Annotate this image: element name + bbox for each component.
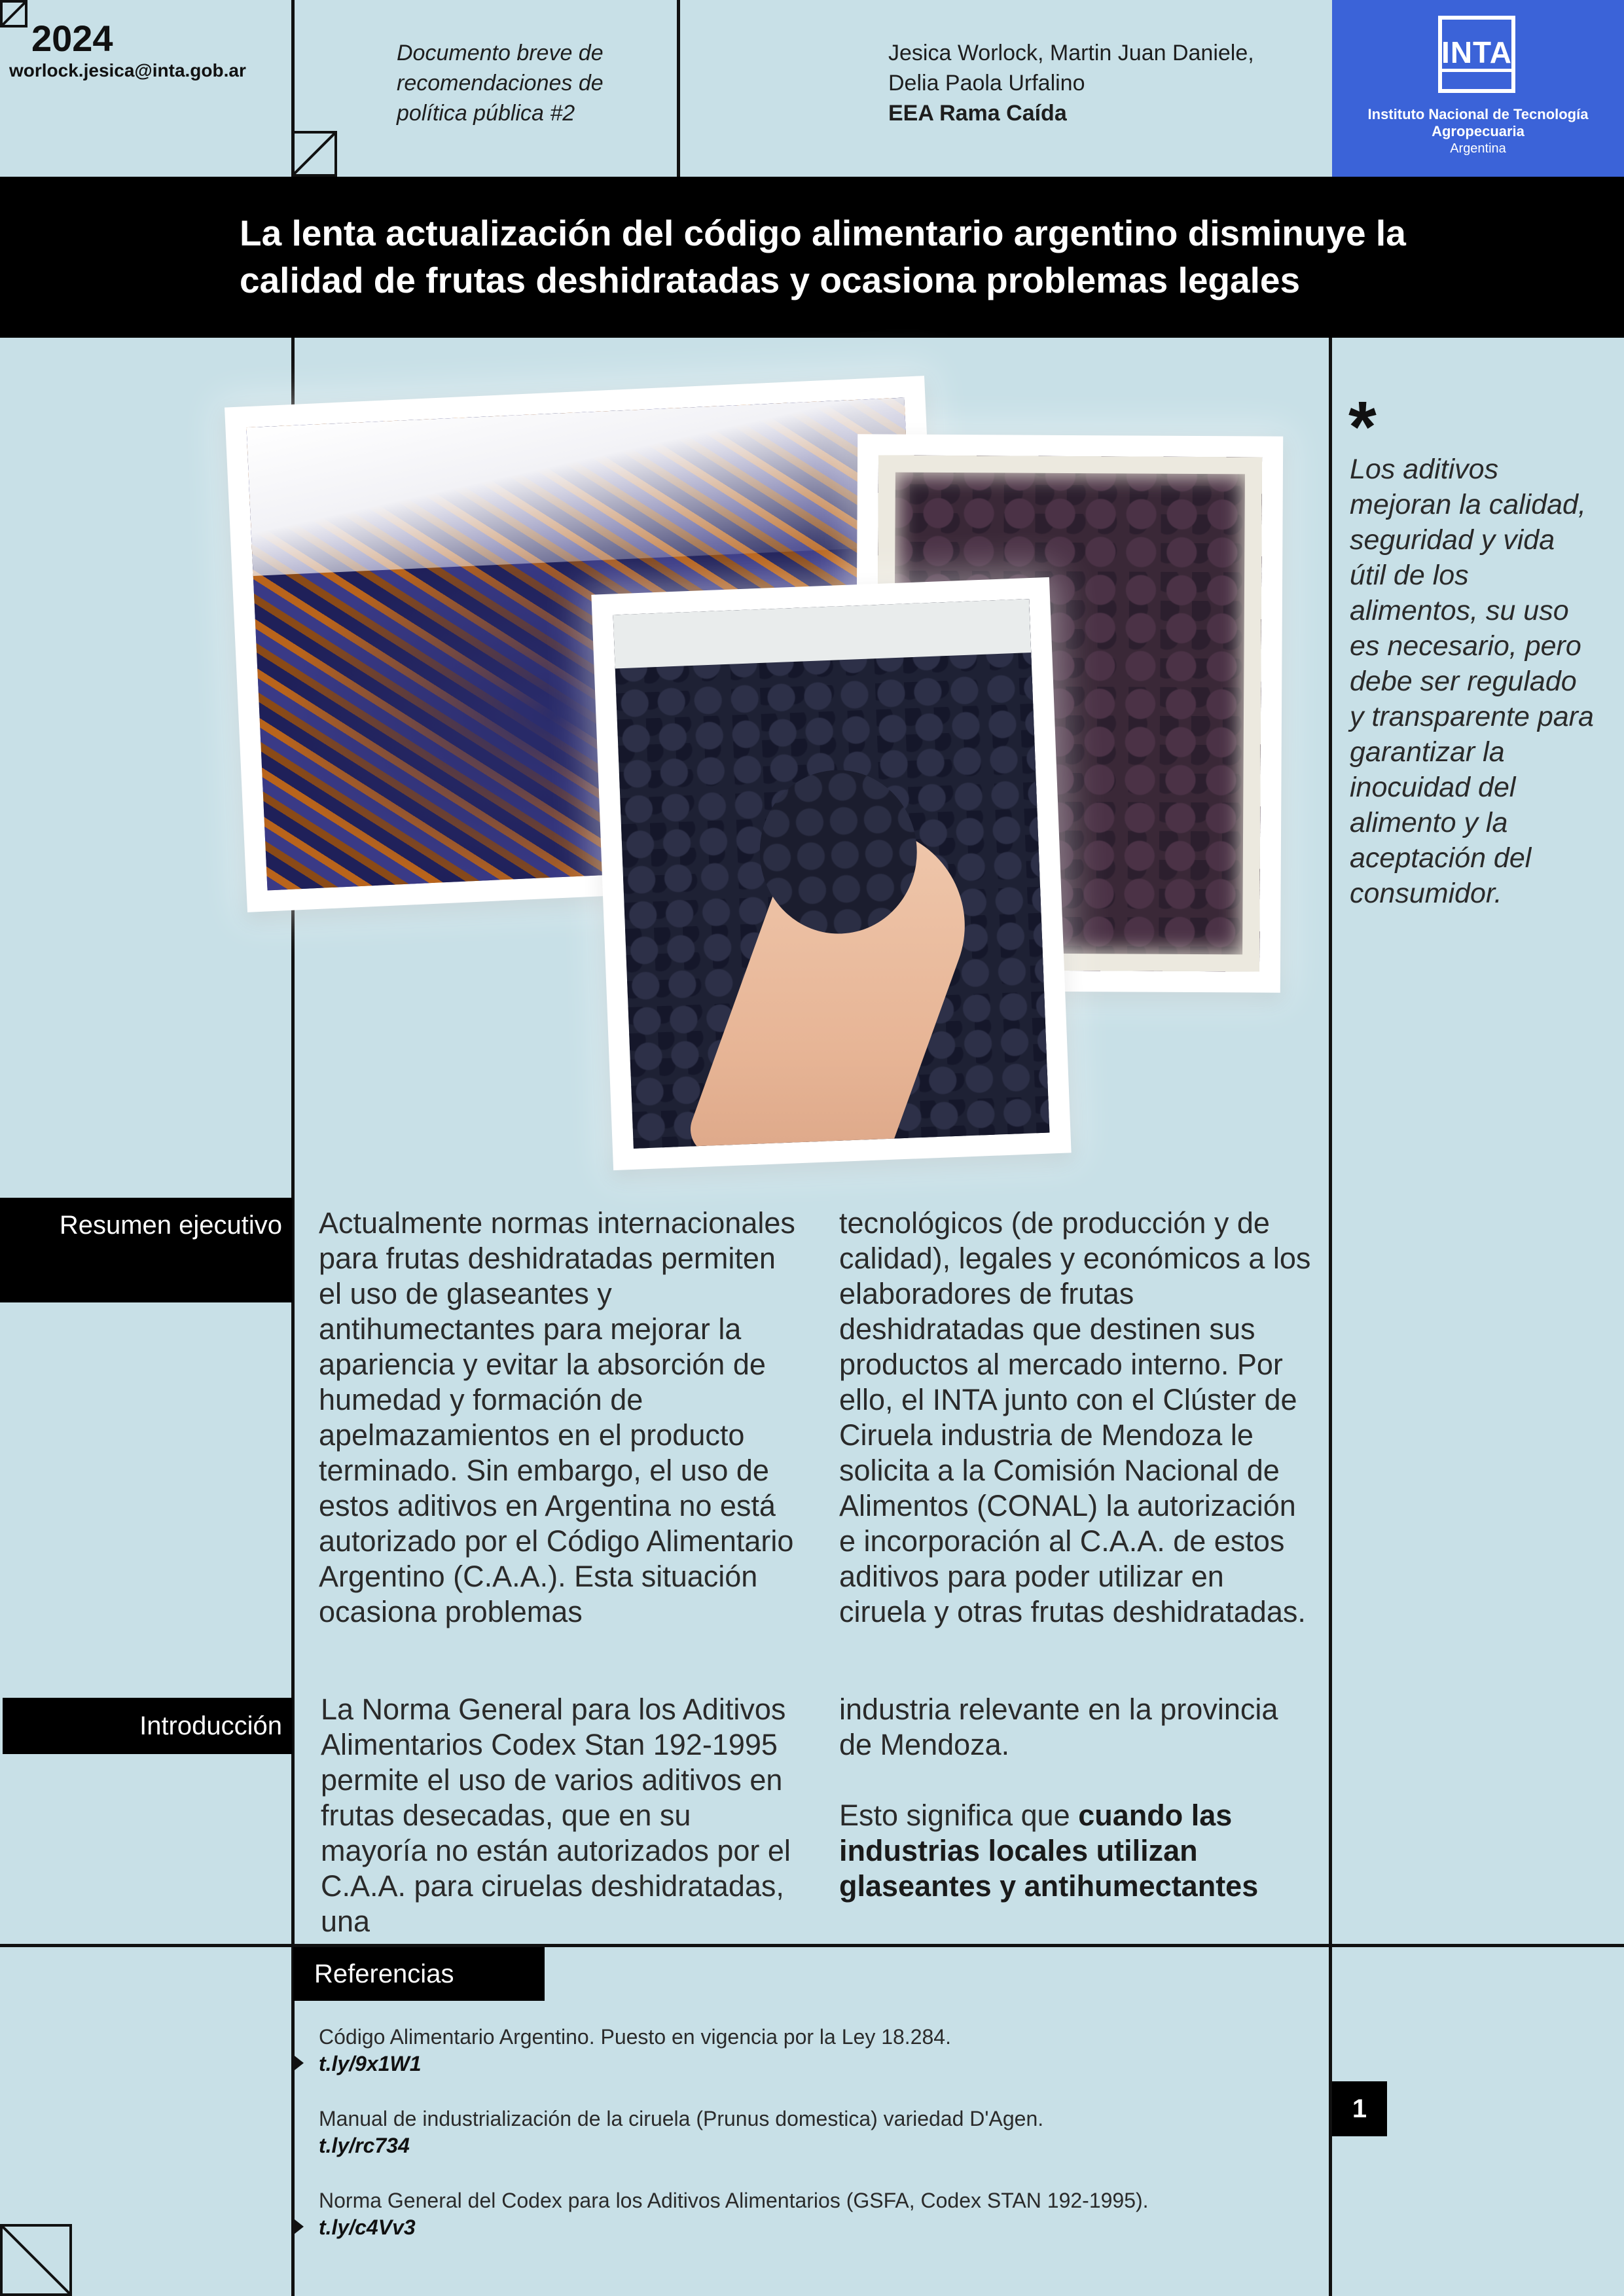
bullet-triangle-icon — [295, 2219, 304, 2234]
introduccion-lead: Esto significa que — [839, 1799, 1079, 1832]
divider-references-top — [0, 1944, 1624, 1947]
divider-right-main — [1329, 338, 1332, 2296]
authors-block — [888, 38, 1307, 128]
reference-item — [319, 2187, 1301, 2241]
document-type: Documento breve de recomendaciones de política pública #2 — [397, 41, 604, 126]
introduccion-highlight: cuando las industrias locales utilizan glaseantes y antihumectantes — [839, 1799, 1259, 1903]
side-note: Los aditivos mejoran la calidad, seguridad y vida útil de los alimentos, su uso es necesario, pero debe ser regulado y transparente para garantizar la inocuidad del alimento y la aceptación del consumidor. — [1350, 454, 1594, 909]
introduccion-paragraph-2 — [839, 1798, 1317, 1904]
authors-names: Jesica Worlock, Martin Juan Daniele, Delia Paola Urfalino — [888, 41, 1254, 96]
reference-text: Código Alimentario Argentino. Puesto en vigencia por la Ley 18.284. — [319, 2025, 951, 2049]
page-title: La lenta actualización del código alimentario argentino disminuye la calidad de frutas deshidratadas y ocasiona problemas legales — [240, 213, 1406, 300]
resumen-column-2: tecnológicos (de producción y de calidad), legales y económicos a los elaboradores de frutas deshidratadas que destinen sus productos al mercado interno. Por ello, el INTA junto con el Clúster de Ciruela industria de Mendoza le solicita a la Comisión Nacional de Alimentos (CONAL) la autorización e incorporación al C.A.A. de estos aditivos para poder utilizar en ciruela y otras frutas deshidratadas. — [839, 1206, 1311, 1628]
section-label-introduccion: Introducción — [3, 1698, 293, 1754]
reference-link[interactable]: t.ly/c4Vv3 — [319, 2215, 416, 2239]
inta-logo-country: Argentina — [1450, 141, 1506, 156]
hand-with-prunes-image — [613, 599, 1050, 1149]
bullet-triangle-icon — [295, 2056, 304, 2070]
reference-item — [319, 2106, 1301, 2159]
introduccion-paragraph-1: industria relevante en la provincia de Mendoza. — [839, 1693, 1278, 1761]
bottom-corner-square-icon — [0, 2224, 73, 2296]
contact-email[interactable]: worlock.jesica@inta.gob.ar — [9, 60, 246, 81]
reference-item — [319, 2024, 1301, 2077]
inta-logo-text — [1348, 106, 1608, 157]
reference-text: Norma General del Codex para los Aditivos Alimentarios (GSFA, Codex STAN 192-1995). — [319, 2189, 1149, 2212]
inta-logo-name: Instituto Nacional de Tecnología Agropecuaria — [1367, 106, 1589, 139]
section-label-resumen: Resumen ejecutivo — [0, 1198, 293, 1302]
inta-logo-mark: INTA — [1439, 37, 1515, 72]
header-corner-square-icon — [291, 131, 338, 178]
resumen-column-1: Actualmente normas internacionales para frutas deshidratadas permiten el uso de glaseantes y antihumectantes para mejorar la apariencia y evitar la absorción de humedad y formación de apelmazamientos en el producto terminado. Sin embargo, el uso de estos aditivos en Argentina no está autorizado por el Código Alimentario Argentino (C.A.A.). Esta situación ocasiona problemas — [319, 1206, 795, 1628]
page-number: 1 — [1332, 2081, 1387, 2136]
introduccion-column-1: La Norma General para los Aditivos Alimentarios Codex Stan 192-1995 permite el uso de varios aditivos en frutas desecadas, que en su mayoría no están autorizados por el C.A.A. para ciruelas deshidratadas, una — [321, 1693, 791, 1938]
section-label-referencias: Referencias — [293, 1947, 545, 2001]
introduccion-column-2 — [839, 1692, 1317, 1904]
corner-square-icon — [0, 0, 29, 29]
reference-link[interactable]: t.ly/9x1W1 — [319, 2052, 422, 2075]
inta-logo-icon — [1438, 16, 1515, 93]
authors-institution: EEA Rama Caída — [888, 101, 1067, 126]
asterisk-icon: * — [1348, 387, 1377, 467]
document-year: 2024 — [31, 18, 113, 59]
divider-header-middle — [677, 0, 680, 177]
reference-text: Manual de industrialización de la ciruela (Prunus domestica) variedad D'Agen. — [319, 2107, 1044, 2130]
reference-link[interactable]: t.ly/rc734 — [319, 2134, 410, 2157]
photo-hand-with-prunes — [591, 577, 1071, 1170]
